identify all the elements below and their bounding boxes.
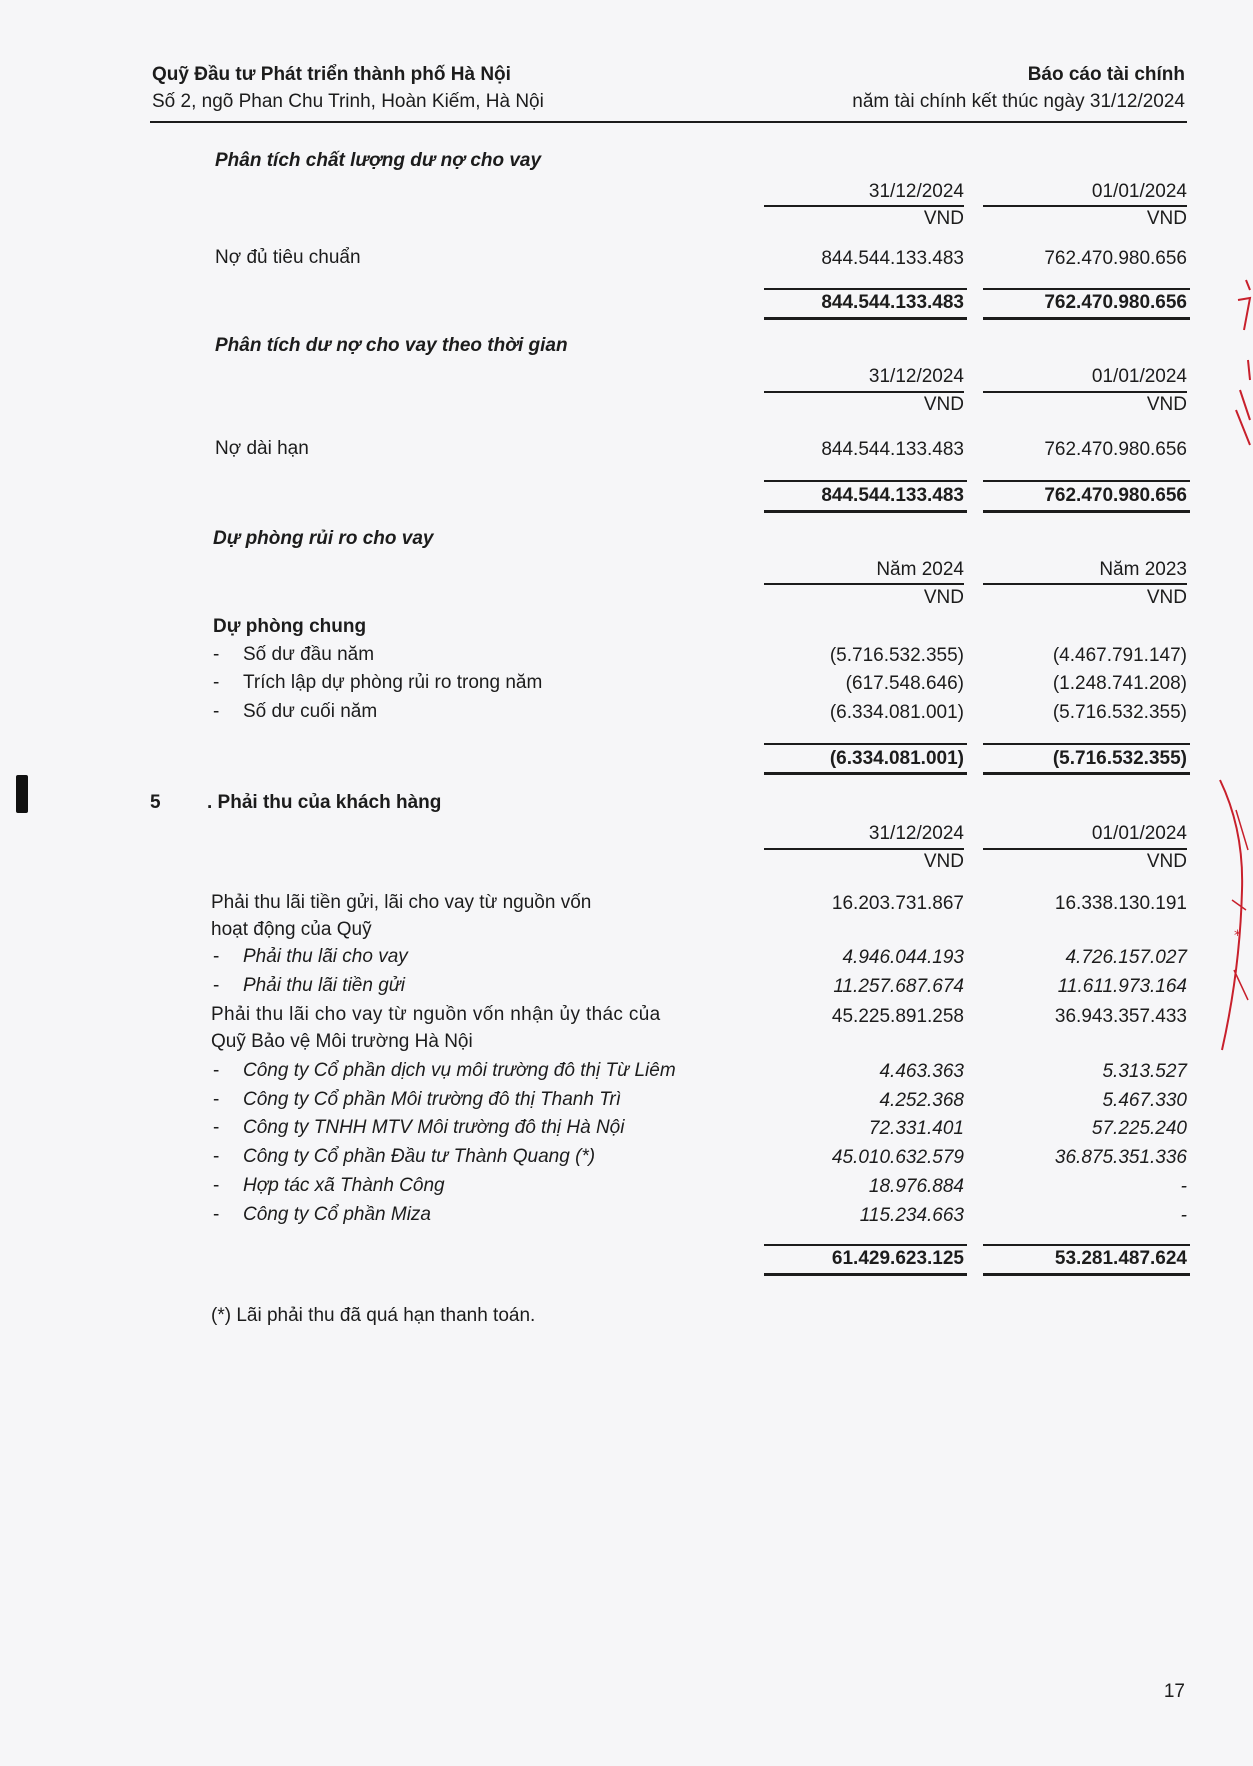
receivables-group2-row-label: Công ty Cổ phần Môi trường đô thị Thanh Trì — [243, 1089, 622, 1110]
quality-total-top-rule1 — [764, 288, 967, 290]
quality-row-label: Nợ đủ tiêu chuẩn — [215, 247, 361, 268]
receivables-group2-row-v2: 5.313.527 — [1102, 1061, 1187, 1082]
provision-total-v1: (6.334.081.001) — [829, 748, 964, 769]
receivables-group2-row-v1: 18.976.884 — [868, 1176, 964, 1197]
receivables-row-dash: - — [213, 1060, 220, 1081]
term-total-bottom-rule1 — [764, 510, 967, 513]
svg-text:*: * — [1234, 928, 1241, 944]
receivables-group1-row-v2: 11.611.973.164 — [1057, 976, 1187, 997]
provision-row-label: Trích lập dự phòng rủi ro trong năm — [243, 672, 543, 693]
receivables-group1-line1: Phải thu lãi tiền gửi, lãi cho vay từ nguồn vốn — [211, 892, 592, 913]
receivables-row-dash: - — [213, 1204, 220, 1225]
receivables-row-dash: - — [213, 946, 220, 967]
quality-col1-header: 31/12/2024 — [868, 181, 964, 202]
page-number: 17 — [1163, 1681, 1185, 1702]
receivables-group2-row-label: Công ty Cổ phần dịch vụ môi trường đô thị Từ Liêm — [243, 1060, 676, 1081]
receivables-group2-row-v1: 72.331.401 — [868, 1118, 964, 1139]
quality-col2-rule — [983, 205, 1187, 207]
quality-unit1: VND — [923, 208, 964, 229]
receivables-group1-row-v1: 11.257.687.674 — [833, 976, 964, 997]
receivables-total-bottom-rule1 — [764, 1273, 967, 1276]
provision-row-v2: (4.467.791.147) — [1052, 645, 1187, 666]
receivables-group2-row-v2: - — [1180, 1205, 1187, 1226]
term-row-v1: 844.544.133.483 — [821, 439, 964, 460]
receivables-group2-row-v1: 115.234.663 — [859, 1205, 964, 1226]
receivables-col2-header: 01/01/2024 — [1091, 823, 1187, 844]
receivables-group2-row-label: Công ty TNHH MTV Môi trường đô thị Hà Nội — [243, 1117, 625, 1138]
term-total-bottom-rule2 — [983, 510, 1190, 513]
receivables-group2-line1: Phải thu lãi cho vay từ nguồn vốn nhận ủy thác của — [211, 1004, 661, 1025]
term-col2-header: 01/01/2024 — [1091, 366, 1187, 387]
term-unit2: VND — [1146, 394, 1187, 415]
term-col1-rule — [764, 391, 964, 393]
provision-total-bottom-rule1 — [764, 772, 967, 775]
receivables-row-dash: - — [213, 1175, 220, 1196]
provision-row-v1: (617.548.646) — [845, 673, 964, 694]
receivables-group2-row-label: Hợp tác xã Thành Công — [243, 1175, 445, 1196]
provision-col2-header: Năm 2023 — [1099, 559, 1187, 580]
quality-total-bottom-rule2 — [983, 317, 1190, 320]
provision-unit2: VND — [1146, 587, 1187, 608]
quality-total-v1: 844.544.133.483 — [821, 292, 964, 313]
provision-total-bottom-rule2 — [983, 772, 1190, 775]
receivables-total-top-rule1 — [764, 1244, 967, 1246]
term-col1-header: 31/12/2024 — [868, 366, 964, 387]
quality-total-bottom-rule1 — [764, 317, 967, 320]
receivables-col1-header: 31/12/2024 — [868, 823, 964, 844]
quality-total-v2: 762.470.980.656 — [1044, 292, 1187, 313]
receivables-group1-v1: 16.203.731.867 — [831, 893, 964, 914]
receivables-group2-row-label: Công ty Cổ phần Đầu tư Thành Quang (*) — [243, 1146, 596, 1167]
report-period: năm tài chính kết thúc ngày 31/12/2024 — [852, 91, 1185, 112]
provision-row-v1: (5.716.532.355) — [829, 645, 964, 666]
provision-group-label: Dự phòng chung — [213, 616, 367, 637]
receivables-group1-row-v2: 4.726.157.027 — [1065, 947, 1187, 968]
receivables-group1-line2: hoạt động của Quỹ — [211, 919, 372, 940]
quality-col1-rule — [764, 205, 964, 207]
provision-total-top-rule2 — [983, 743, 1190, 745]
provision-title: Dự phòng rủi ro cho vay — [213, 528, 434, 549]
receivables-group2-row-v2: 57.225.240 — [1091, 1118, 1187, 1139]
receivables-group2-v2: 36.943.357.433 — [1054, 1006, 1187, 1027]
receivables-total-top-rule2 — [983, 1244, 1190, 1246]
receivables-group2-row-v2: 5.467.330 — [1102, 1090, 1187, 1111]
provision-row-v2: (5.716.532.355) — [1052, 702, 1187, 723]
receivables-group2-row-v1: 4.463.363 — [879, 1061, 964, 1082]
red-seal-fragment-upper — [1226, 270, 1253, 470]
receivables-col2-rule — [983, 848, 1187, 850]
quality-title: Phân tích chất lượng dư nợ cho vay — [215, 150, 542, 171]
receivables-group2-line2: Quỹ Bảo vệ Môi trường Hà Nội — [211, 1031, 473, 1052]
term-row-v2: 762.470.980.656 — [1044, 439, 1187, 460]
provision-row-v2: (1.248.741.208) — [1052, 673, 1187, 694]
term-col2-rule — [983, 391, 1187, 393]
provision-total-v2: (5.716.532.355) — [1052, 748, 1187, 769]
receivables-group1-row-label: Phải thu lãi tiền gửi — [243, 975, 406, 996]
receivables-number: 5 — [150, 792, 161, 813]
binding-mark — [16, 775, 28, 813]
receivables-group2-v1: 45.225.891.258 — [831, 1006, 964, 1027]
receivables-group2-row-v1: 4.252.368 — [879, 1090, 964, 1111]
quality-total-top-rule2 — [983, 288, 1190, 290]
term-title: Phân tích dư nợ cho vay theo thời gian — [215, 335, 568, 356]
receivables-total-v1: 61.429.623.125 — [831, 1248, 964, 1269]
provision-row-v1: (6.334.081.001) — [829, 702, 964, 723]
receivables-group2-row-v1: 45.010.632.579 — [831, 1147, 964, 1168]
receivables-unit2: VND — [1146, 851, 1187, 872]
header-rule — [150, 121, 1187, 123]
receivables-row-dash: - — [213, 1089, 220, 1110]
receivables-group1-row-v1: 4.946.044.193 — [842, 947, 964, 968]
red-seal-fragment-lower — [1214, 770, 1253, 1060]
receivables-row-dash: - — [213, 1146, 220, 1167]
receivables-group1-v2: 16.338.130.191 — [1054, 893, 1187, 914]
receivables-total-bottom-rule2 — [983, 1273, 1190, 1276]
provision-col2-rule — [983, 583, 1187, 585]
org-name: Quỹ Đầu tư Phát triển thành phố Hà Nội — [152, 64, 511, 85]
provision-row-label: Số dư cuối năm — [243, 701, 378, 722]
receivables-group2-row-label: Công ty Cổ phần Miza — [243, 1204, 431, 1225]
provision-row-dash: - — [213, 672, 220, 693]
receivables-total-v2: 53.281.487.624 — [1054, 1248, 1187, 1269]
receivables-row-dash: - — [213, 1117, 220, 1138]
quality-row-v2: 762.470.980.656 — [1044, 248, 1187, 269]
receivables-group2-row-v2: 36.875.351.336 — [1054, 1147, 1187, 1168]
provision-col1-header: Năm 2024 — [876, 559, 964, 580]
org-address: Số 2, ngõ Phan Chu Trinh, Hoàn Kiếm, Hà Nội — [152, 91, 544, 112]
provision-unit1: VND — [923, 587, 964, 608]
receivables-footnote: (*) Lãi phải thu đã quá hạn thanh toán. — [211, 1305, 536, 1326]
term-total-v2: 762.470.980.656 — [1044, 485, 1187, 506]
provision-total-top-rule1 — [764, 743, 967, 745]
term-row-label: Nợ dài hạn — [215, 438, 309, 459]
quality-row-v1: 844.544.133.483 — [821, 248, 964, 269]
term-unit1: VND — [923, 394, 964, 415]
receivables-col1-rule — [764, 848, 964, 850]
receivables-title: . Phải thu của khách hàng — [207, 792, 442, 813]
provision-row-dash: - — [213, 701, 220, 722]
term-total-v1: 844.544.133.483 — [821, 485, 964, 506]
provision-row-label: Số dư đầu năm — [243, 644, 375, 665]
receivables-row-dash: - — [213, 975, 220, 996]
report-title: Báo cáo tài chính — [1027, 64, 1185, 85]
provision-col1-rule — [764, 583, 964, 585]
quality-unit2: VND — [1146, 208, 1187, 229]
quality-col2-header: 01/01/2024 — [1091, 181, 1187, 202]
provision-row-dash: - — [213, 644, 220, 665]
term-total-top-rule1 — [764, 480, 967, 482]
receivables-group2-row-v2: - — [1180, 1176, 1187, 1197]
receivables-group1-row-label: Phải thu lãi cho vay — [243, 946, 408, 967]
term-total-top-rule2 — [983, 480, 1190, 482]
receivables-unit1: VND — [923, 851, 964, 872]
